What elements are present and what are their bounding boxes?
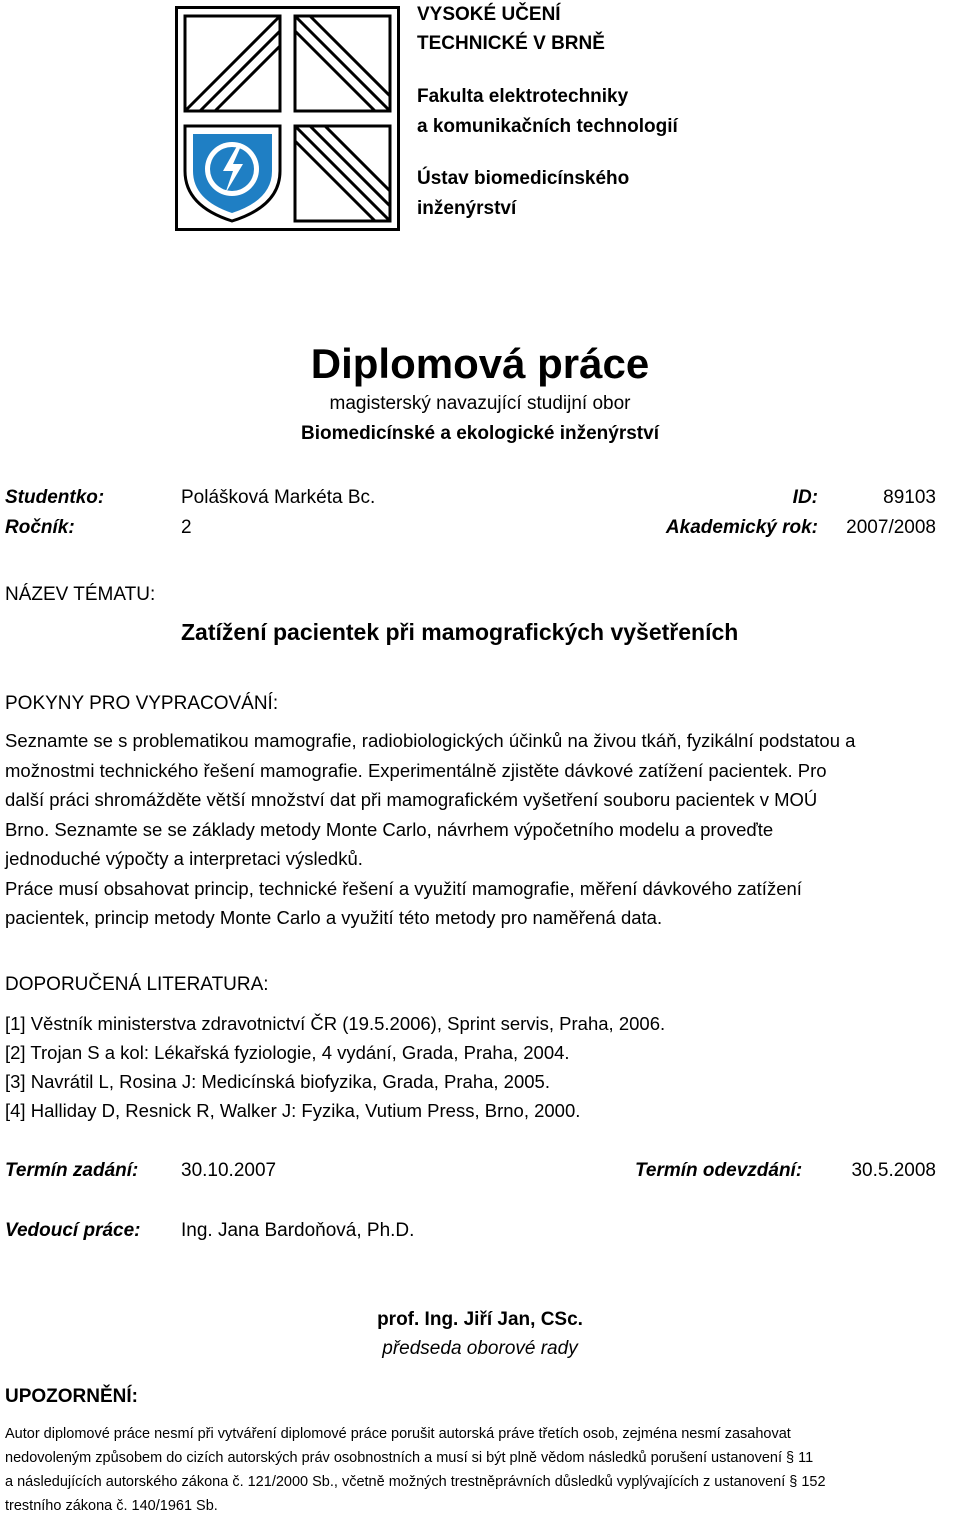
submission-date-value: 30.5.2008	[851, 1160, 936, 1181]
supervisor-name: Ing. Jana Bardoňová, Ph.D.	[181, 1220, 415, 1241]
document-title: Diplomová práce	[310, 340, 650, 387]
institute-line-2: inženýrství	[417, 198, 517, 219]
instructions-line: Brno. Seznamte se se základy metody Monte Carlo, návrhem výpočetního modelu a proveďte	[5, 818, 774, 840]
student-name: Polášková Markéta Bc.	[181, 487, 376, 508]
faculty-line-2: a komunikačních technologií	[417, 116, 678, 137]
instructions-line: další práci shromážděte větší množství dat při mamografickém vyšetření souboru pacientek v MOÚ	[5, 789, 818, 810]
academic-year-label: Akademický rok:	[665, 517, 818, 538]
assignment-date-label: Termín zadání:	[5, 1160, 139, 1181]
instructions-heading: POKYNY PRO VYPRACOVÁNÍ:	[5, 693, 279, 714]
instructions-line: Práce musí obsahovat princip, technické řešení a využití mamografie, měření dávkového zatížení	[5, 877, 802, 899]
notice-line: trestního zákona č. 140/1961 Sb.	[5, 1498, 218, 1514]
student-label: Studentko:	[5, 487, 105, 508]
chair-name: prof. Ing. Jiří Jan, CSc.	[377, 1309, 583, 1330]
instructions-line: možnostmi technického řešení mamografie. Experimentálně zjistěte dávkové zatížení pacientek. Pro	[5, 759, 827, 781]
instructions-line: pacientek, princip metody Monte Carlo a využití této metody pro naměřená data.	[5, 907, 663, 928]
notice-text	[5, 1422, 826, 1518]
notice-heading: UPOZORNĚNÍ:	[5, 1386, 138, 1407]
vut-brno-logo	[175, 6, 400, 231]
instructions-line: Seznamte se s problematikou mamografie, radiobiologických účinků na živou tkáň, fyzikální podstatou a	[5, 730, 856, 751]
literature-item-3: [3] Navrátil L, Rosina J: Medicínská biofyzika, Grada, Praha, 2005.	[5, 1071, 550, 1092]
chair-role: předseda oborové rady	[382, 1338, 578, 1359]
notice-line: nedovoleným způsobem do cizích autorských práv osobnostních a musí si být plně vědom následků porušení ustanovení § 11	[5, 1450, 814, 1466]
study-programme-name: Biomedicínské a ekologické inženýrství	[301, 423, 659, 444]
notice-line: a následujících autorského zákona č. 121/2000 Sb., včetně možných trestněprávních důsledků vyplývajících z ustanovení § 152	[5, 1474, 826, 1490]
literature-item-2: [2] Trojan S a kol: Lékařská fyziologie, 4 vydání, Grada, Praha, 2004.	[5, 1042, 570, 1063]
literature-heading: DOPORUČENÁ LITERATURA:	[5, 974, 269, 995]
year-value: 2	[181, 517, 192, 538]
supervisor-label: Vedoucí práce:	[5, 1220, 141, 1241]
literature-item-4: [4] Halliday D, Resnick R, Walker J: Fyzika, Vutium Press, Brno, 2000.	[5, 1100, 581, 1121]
faculty-line-1: Fakulta elektrotechniky	[417, 86, 629, 107]
university-name-line-2: TECHNICKÉ V BRNĚ	[417, 33, 605, 54]
assignment-date-value: 30.10.2007	[181, 1160, 277, 1181]
instructions-line: jednoduché výpočty a interpretaci výsledků.	[5, 848, 363, 869]
submission-date-label: Termín odevzdání:	[635, 1160, 803, 1181]
id-value: 89103	[883, 487, 936, 508]
topic-title: Zatížení pacientek při mamografických vyšetřeních	[181, 619, 739, 645]
id-label: ID:	[792, 487, 818, 508]
instructions-text	[5, 726, 855, 933]
year-label: Ročník:	[5, 517, 75, 538]
study-programme-type: magisterský navazující studijní obor	[329, 393, 631, 414]
literature-item-1: [1] Věstník ministerstva zdravotnictví ČR (19.5.2006), Sprint servis, Praha, 2006.	[5, 1013, 666, 1034]
university-name-line-1: VYSOKÉ UČENÍ	[417, 4, 561, 25]
notice-line: Autor diplomové práce nesmí při vytváření diplomové práce porušit autorská práve třetích osob, zejména nesmí zasahovat	[5, 1426, 791, 1442]
topic-heading: NÁZEV TÉMATU:	[5, 584, 156, 605]
institute-line-1: Ústav biomedicínského	[417, 168, 630, 189]
academic-year-value: 2007/2008	[846, 517, 936, 538]
